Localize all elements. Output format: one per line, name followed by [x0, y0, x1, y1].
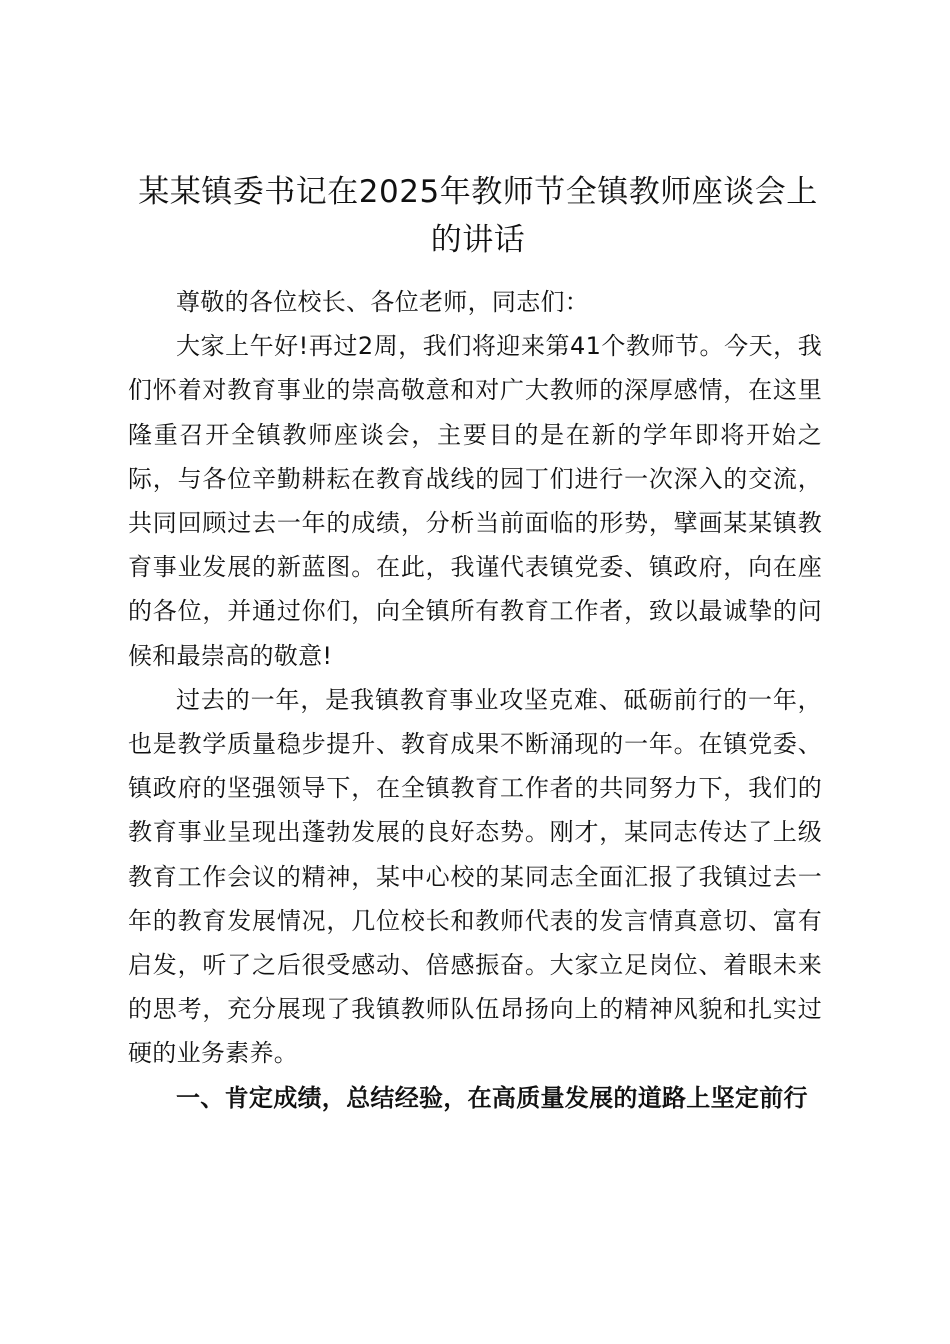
- paragraph-opening: 大家上午好!再过2周，我们将迎来第41个教师节。今天，我们怀着对教育事业的崇高敬意和对广大教师的深厚感情，在这里隆重召开全镇教师座谈会，主要目的是在新的学年即将开始之际，与各位辛勤耕耘在教育战线的园丁们进行一次深入的交流，共同回顾过去一年的成绩，分析当前面临的形势，擘画某某镇教育事业发展的新蓝图。在此，我谨代表镇党委、镇政府，向在座的各位，并通过你们，向全镇所有教育工作者，致以最诚挚的问候和最崇高的敬意!: [128, 332, 822, 670]
- section-heading: 一、肯定成绩，总结经验，在高质量发展的道路上坚定前行: [176, 1083, 808, 1112]
- document-title: 某某镇委书记在2025年教师节全镇教师座谈会上的讲话: [138, 174, 818, 258]
- paragraph-review: 过去的一年，是我镇教育事业攻坚克难、砥砺前行的一年，也是教学质量稳步提升、教育成果不断涌现的一年。在镇党委、镇政府的坚强领导下，在全镇教育工作者的共同努力下，我们的教育事业呈现出蓬勃发展的良好态势。刚才，某同志传达了上级教育工作会议的精神，某中心校的某同志全面汇报了我镇过去一年的教育发展情况，几位校长和教师代表的发言情真意切、富有启发，听了之后很受感动、倍感振奋。大家立足岗位、着眼未来的思考，充分展现了我镇教师队伍昂扬向上的精神风貌和扎实过硬的业务素养。: [128, 685, 822, 1068]
- salutation: 尊敬的各位校长、各位老师，同志们：: [176, 288, 590, 316]
- document-body: [128, 280, 822, 1120]
